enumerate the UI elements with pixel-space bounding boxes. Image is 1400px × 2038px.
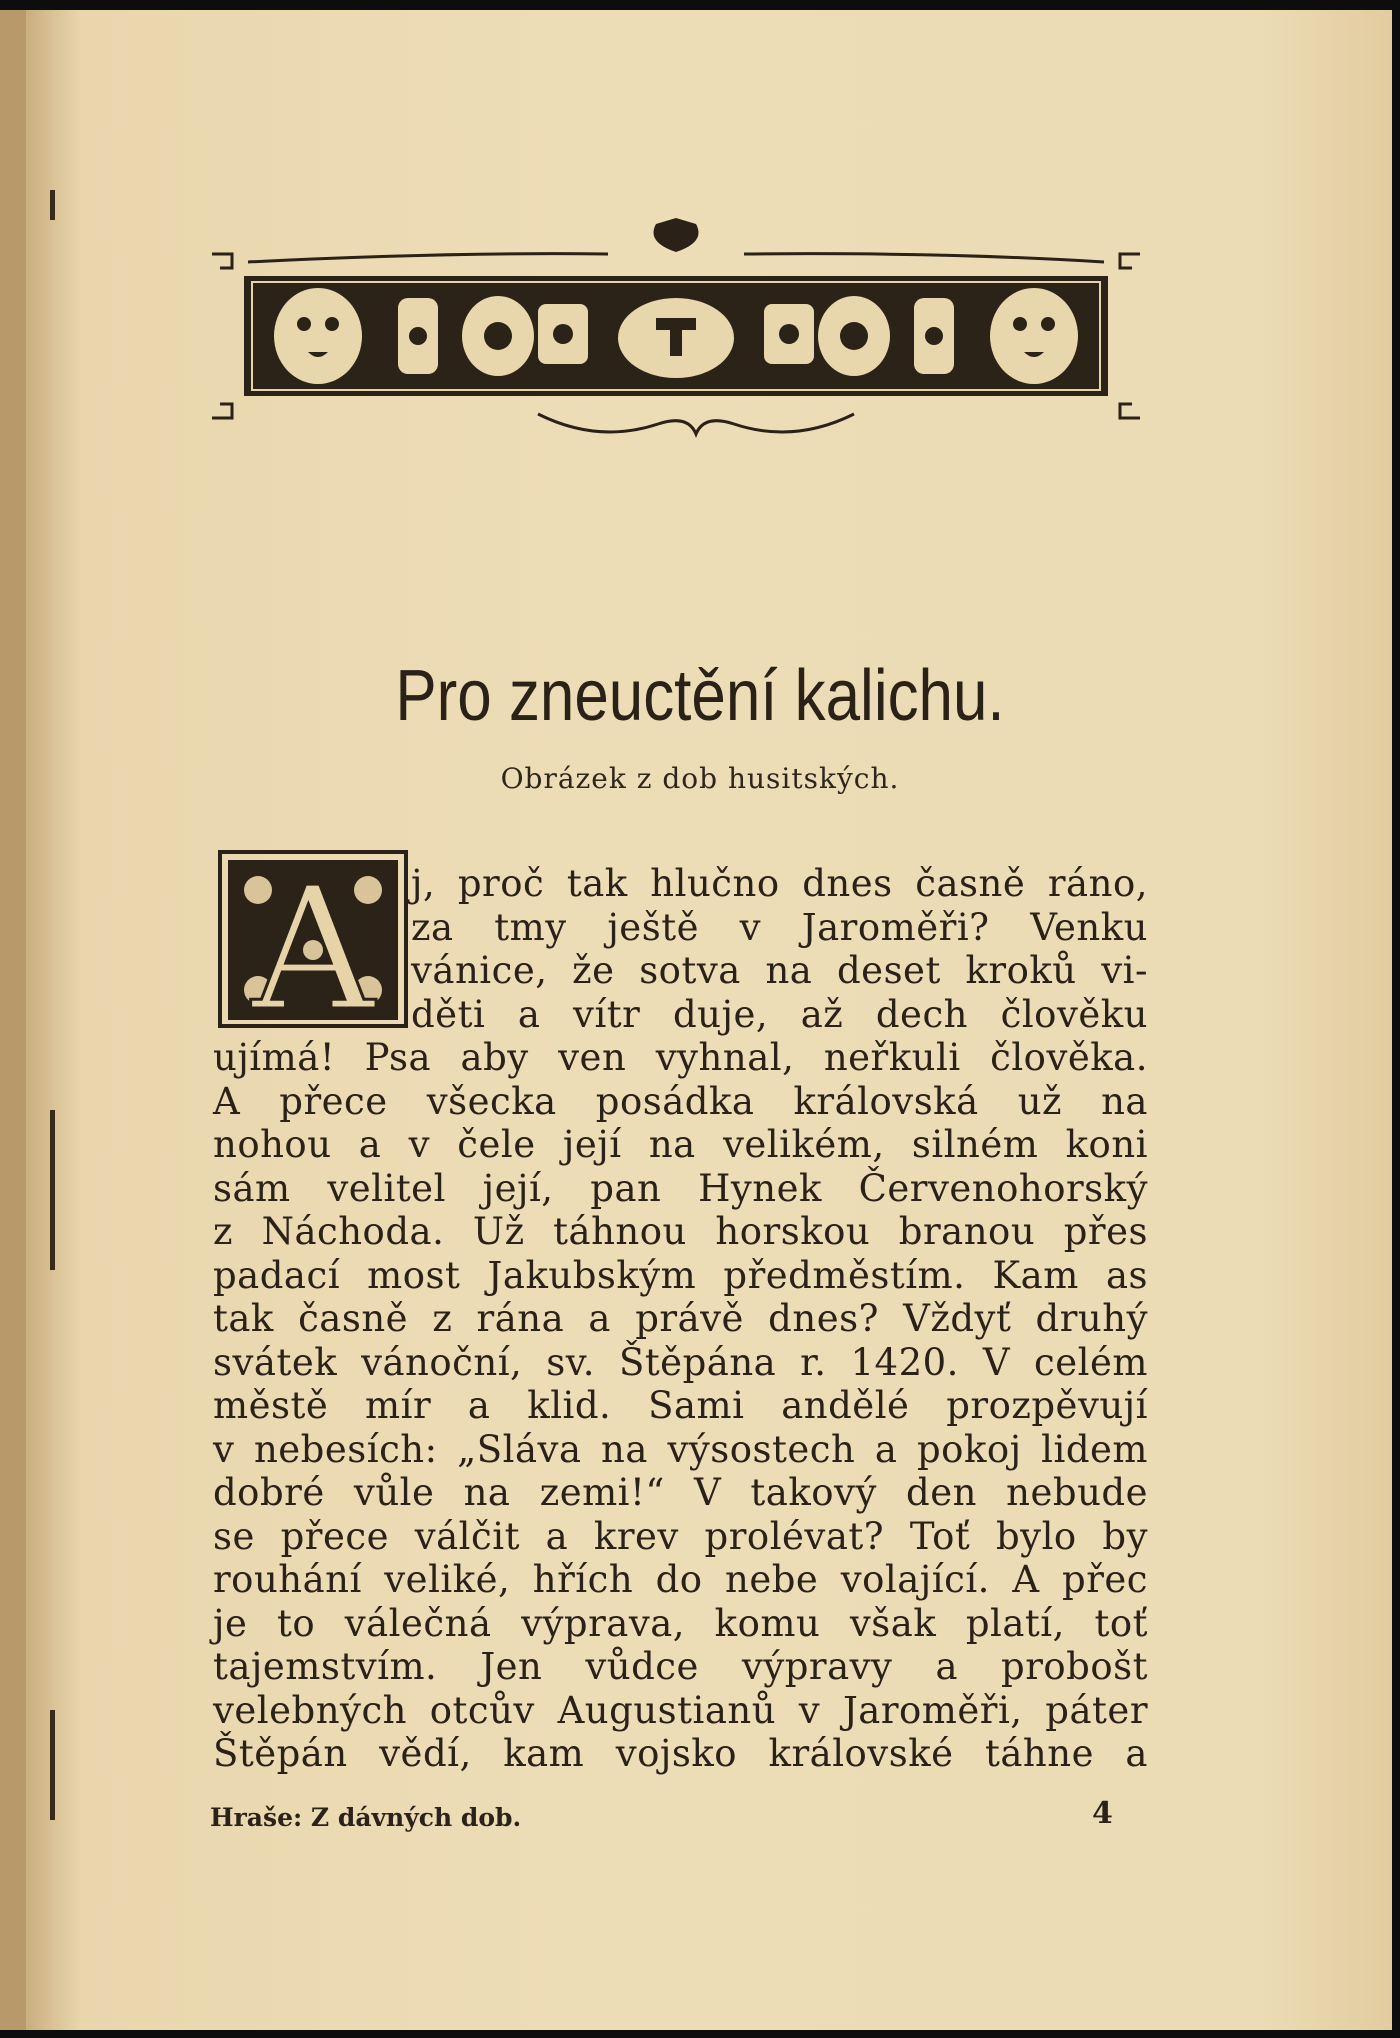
binding-mark	[50, 1710, 55, 1820]
text-line: je to válečná výprava, komu však platí, toť	[213, 1601, 1148, 1645]
text-line: tak časně z rána a právě dnes? Vždyť druhý	[213, 1297, 1148, 1340]
text-line: svátek vánoční, sv. Štěpána r. 1420. V celém	[213, 1340, 1148, 1384]
chapter-title: Pro zneuctění kalichu.	[395, 656, 1005, 736]
text-line: padací most Jakubským předměstím. Kam as	[213, 1253, 1148, 1297]
ornamental-headpiece	[208, 218, 1144, 458]
text-line: nohou a v čele její na velikém, silném koni	[213, 1123, 1148, 1166]
text-line: dobré vůle na zemi!“ V takový den nebude	[213, 1471, 1148, 1514]
text-line: vánice, že sotva na deset kroků vi-	[411, 949, 1148, 992]
body-text	[213, 862, 1148, 1776]
text-line: j, proč tak hlučno dnes časně ráno,	[411, 862, 1148, 905]
text-line: v nebesích: „Sláva na výsostech a pokoj lidem	[213, 1427, 1148, 1471]
binding-mark	[50, 190, 55, 220]
text-line: rouhání veliké, hřích do nebe volající. A přec	[213, 1558, 1148, 1601]
text-line: sám velitel její, pan Hynek Červenohorský	[213, 1166, 1148, 1210]
text-line: ujímá! Psa aby ven vyhnal, neřkuli člověka.	[213, 1036, 1148, 1079]
footer-signature: Hraše: Z dávných dob.	[210, 1803, 522, 1832]
chapter-subtitle: Obrázek z dob husitských.	[500, 762, 900, 795]
text-line: za tmy ještě v Jaroměři? Venku	[411, 905, 1148, 949]
text-line: velebných otcův Augustianů v Jaroměři, páter	[213, 1688, 1148, 1732]
text-line: A přece všecka posádka královská už na	[213, 1079, 1148, 1123]
text-line: z Náchoda. Už táhnou horskou branou přes	[213, 1210, 1148, 1253]
text-line: městě mír a klid. Sami andělé prozpěvují	[213, 1384, 1148, 1427]
binding-mark	[50, 1110, 55, 1270]
text-line: se přece válčit a krev prolévat? Toť bylo by	[213, 1514, 1148, 1558]
page-number: 4	[1092, 1796, 1113, 1831]
text-line: tajemstvím. Jen vůdce výpravy a probošt	[213, 1645, 1148, 1688]
text-line: děti a vítr duje, až dech člověku	[411, 992, 1148, 1036]
initial-letter: A	[251, 851, 375, 1028]
text-line: Štěpán vědí, kam vojsko královské táhne a	[213, 1732, 1148, 1775]
